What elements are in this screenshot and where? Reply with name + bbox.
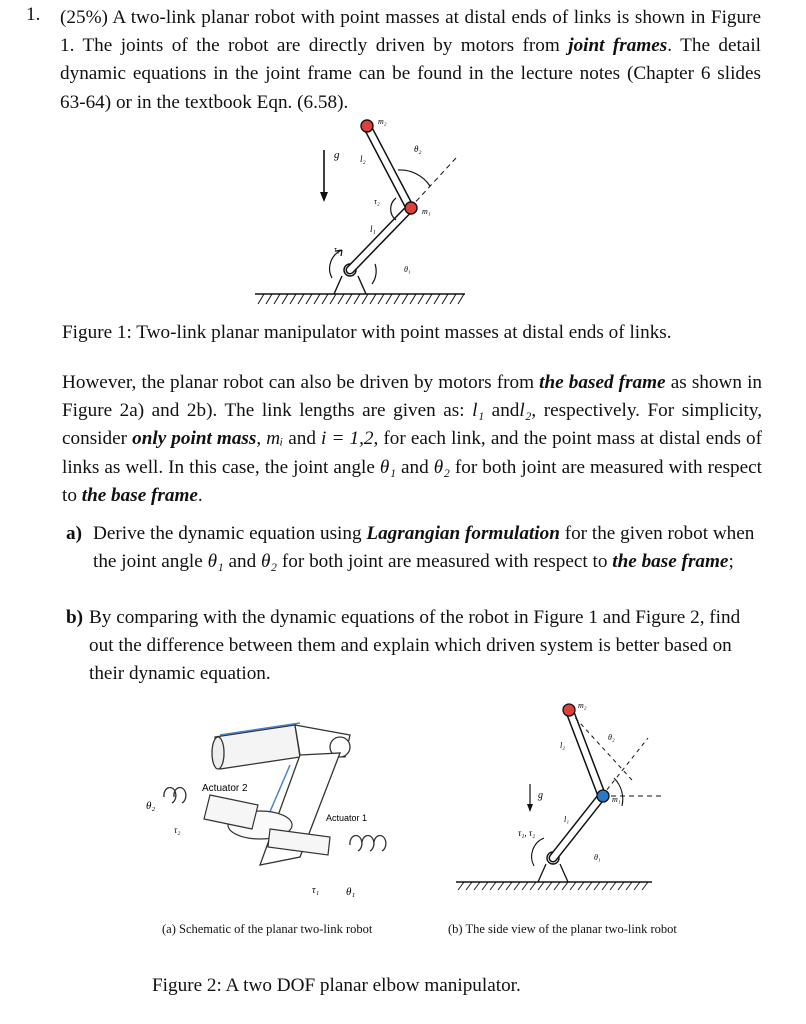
fig2b-label-g: g bbox=[538, 790, 543, 801]
emphasis-based-frame: the based frame bbox=[539, 372, 666, 393]
fig2b-label-theta1: θ₁ bbox=[594, 853, 601, 862]
figure-2a-caption: (a) Schematic of the planar two-link robot bbox=[162, 922, 373, 936]
fig2b-label-theta2: θ₂ bbox=[608, 733, 615, 742]
figure-2-caption: Figure 2: A two DOF planar elbow manipulator. bbox=[152, 975, 521, 996]
figure-1-caption: Figure 1: Two-link planar manipulator with point masses at distal ends of links. bbox=[62, 322, 672, 343]
emphasis-only-point-mass: only point mass bbox=[132, 428, 257, 450]
emphasis-lagrangian: Lagrangian formulation bbox=[366, 523, 560, 544]
math-i: i = 1,2 bbox=[321, 428, 374, 450]
fig2a-label-tau2: τ₂ bbox=[174, 825, 181, 835]
fig1-label-g: g bbox=[334, 149, 340, 161]
question-weight: (25%) bbox=[60, 7, 108, 28]
part-a-label: a) bbox=[66, 523, 82, 544]
figure-2b-caption: (b) The side view of the planar two-link robot bbox=[448, 922, 677, 936]
math-theta2: θ₂ bbox=[433, 456, 450, 478]
part-b-label: b) bbox=[66, 607, 84, 628]
fig1-label-m1: m₁ bbox=[422, 207, 431, 216]
figure-2b-diagram bbox=[452, 690, 670, 895]
fig1-label-l2: l₂ bbox=[360, 154, 366, 164]
fig2a-label-actuator1: Actuator 1 bbox=[326, 813, 368, 823]
part-a-text: Derive the dynamic equation using Lagrangian formulation for the given robot when the joint angle θ₁ and θ₂ for both joint are measured with respect to the base frame; bbox=[93, 523, 755, 572]
question-intro: (25%) A two-link planar robot with point masses at distal ends of links is shown in Figure 1. The joints of the robot are directly driven by motors from joint frames. The detail dynamic equations in the joint frame can be found in the lecture notes (Chapter 6 slides 63-64) or in the textbook Eqn. (6.58). bbox=[60, 7, 761, 113]
fig1-label-theta1: θ₁ bbox=[404, 265, 411, 274]
figure-2a-diagram bbox=[140, 705, 420, 905]
emphasis-base-frame: the base frame bbox=[81, 484, 198, 506]
fig2a-label-theta1: θ₁ bbox=[346, 886, 356, 898]
fig2a-label-actuator2: Actuator 2 bbox=[202, 783, 248, 794]
fig1-label-theta2: θ₂ bbox=[414, 144, 422, 154]
fig1-label-tau2: τ₂ bbox=[374, 197, 380, 206]
emphasis-joint-frames: joint frames bbox=[568, 35, 668, 57]
part-b-text: By comparing with the dynamic equations of the robot in Figure 1 and Figure 2, find out the difference between them and explain which driven system is better based on their dynamic equation. bbox=[89, 607, 741, 684]
question-number: 1. bbox=[26, 4, 41, 25]
math-mi: mᵢ bbox=[266, 428, 284, 450]
fig2b-label-m2: m₂ bbox=[578, 701, 587, 710]
fig1-label-tau1: τ₁ bbox=[334, 245, 340, 254]
body-paragraph: However, the planar robot can also be driven by motors from the based frame as shown in Figure 2a) and 2b). The link lengths are given as: l₁ andl₂, respectively. For simplicity, consider only point mass, mᵢ and i = 1,2, for each link, and the point mass at distal ends of links as well. In this case, the joint angle θ₁ and θ₂ for both joint are measured with respect to the base frame. bbox=[62, 372, 763, 506]
fig2b-label-l1: l₁ bbox=[564, 815, 570, 824]
fig1-label-m2: m₂ bbox=[378, 117, 387, 126]
fig2b-label-tau: τ₁, τ₂ bbox=[518, 828, 536, 838]
math-theta1: θ₁ bbox=[379, 456, 397, 478]
fig2b-label-l2: l₂ bbox=[560, 741, 566, 750]
math-l1: l₁ bbox=[472, 400, 485, 422]
emphasis-base-frame-a: the base frame bbox=[612, 551, 729, 572]
fig2b-label-m1: m₁ bbox=[612, 795, 621, 804]
math-l2: l₂ bbox=[519, 400, 532, 422]
figure-1-diagram bbox=[250, 108, 480, 306]
fig1-label-l1: l₁ bbox=[370, 224, 376, 234]
fig2a-label-tau1: τ₁ bbox=[312, 885, 320, 896]
fig2a-label-theta2: θ₂ bbox=[146, 800, 156, 812]
